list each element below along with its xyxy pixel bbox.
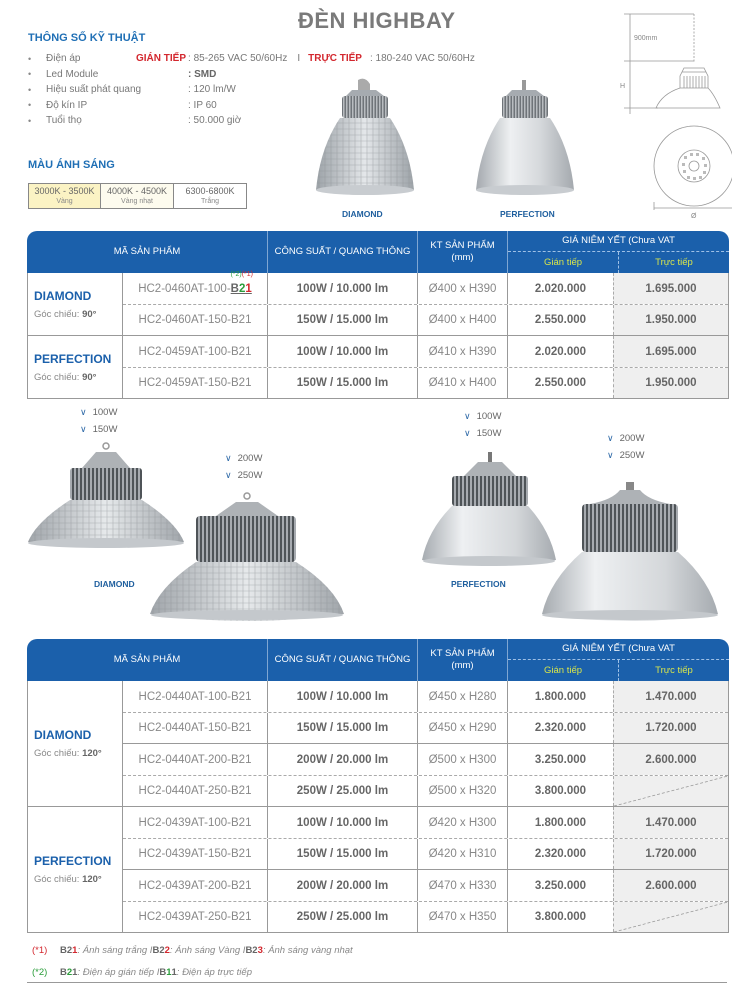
spec-efficacy bbox=[28, 82, 508, 98]
price-indirect: 3.250.000 bbox=[534, 879, 587, 892]
price-indirect: 1.800.000 bbox=[534, 816, 587, 829]
check-chevron-icon: ∨ bbox=[80, 424, 87, 434]
spec-ip bbox=[28, 98, 508, 114]
perfection-120-small-lamp-image bbox=[422, 450, 557, 575]
group-diamond bbox=[28, 273, 728, 335]
price-indirect: 2.320.000 bbox=[534, 848, 587, 860]
price-direct: 1.950.000 bbox=[613, 305, 728, 335]
product-code: HC2-0440AT-250-B21 bbox=[123, 776, 268, 806]
price-indirect: 2.020.000 bbox=[534, 282, 587, 295]
dimensions: Ø400 x H390 bbox=[418, 273, 508, 304]
table-row bbox=[123, 712, 728, 743]
code-b: B bbox=[159, 966, 167, 978]
product-code: HC2-0459AT-150-B21 bbox=[123, 368, 268, 398]
price-indirect: 2.020.000 bbox=[534, 345, 587, 358]
beam-angle bbox=[34, 874, 122, 885]
watt-option bbox=[80, 421, 117, 438]
table-header bbox=[27, 231, 729, 273]
price-indirect: 2.320.000 bbox=[534, 722, 587, 734]
footnote-2-marker: (*2) bbox=[230, 271, 242, 278]
specs-list bbox=[28, 51, 508, 129]
diagonal-strike-icon bbox=[614, 776, 728, 806]
price-direct-unavailable bbox=[613, 776, 728, 806]
group-label bbox=[28, 273, 123, 335]
code-digit: 1 bbox=[166, 966, 172, 978]
watt-option bbox=[464, 408, 501, 425]
table-header bbox=[27, 639, 729, 681]
watt-label: 250W bbox=[619, 450, 645, 461]
spec-value: : IP 60 bbox=[188, 99, 217, 111]
angle-label: Góc chiếu: bbox=[34, 371, 83, 383]
header-size-line1: KT SẢN PHẨM bbox=[430, 648, 495, 659]
group-label bbox=[28, 336, 123, 398]
angle-value: 90° bbox=[82, 308, 97, 320]
dimensions: Ø500 x H320 bbox=[418, 776, 508, 806]
watt-option bbox=[225, 467, 262, 484]
bullet-icon: • bbox=[28, 115, 32, 126]
footnote-markers bbox=[230, 271, 253, 278]
dimensions: Ø450 x H280 bbox=[418, 681, 508, 712]
table-row bbox=[123, 838, 728, 869]
check-chevron-icon: ∨ bbox=[607, 433, 614, 443]
mid-perfection-caption: PERFECTION bbox=[451, 579, 506, 589]
product-code bbox=[123, 273, 268, 304]
check-chevron-icon: ∨ bbox=[464, 428, 471, 438]
bullet-icon: • bbox=[28, 69, 32, 80]
table-row bbox=[123, 807, 728, 838]
price-direct: 1.470.000 bbox=[613, 807, 728, 838]
price-direct: 2.600.000 bbox=[613, 744, 728, 775]
code-tail: 1 bbox=[72, 966, 78, 978]
code-b: B bbox=[230, 282, 239, 295]
table-body bbox=[27, 273, 729, 399]
product-code: HC2-0439AT-100-B21 bbox=[123, 807, 268, 838]
power-lumen: 200W / 20.000 lm bbox=[268, 744, 418, 775]
product-code: HC2-0460AT-150-B21 bbox=[123, 305, 268, 335]
power-lumen: 250W / 25.000 lm bbox=[268, 776, 418, 806]
top-diamond-caption: DIAMOND bbox=[342, 209, 383, 219]
header-indirect: Gián tiếp bbox=[508, 252, 619, 273]
group-diamond bbox=[28, 681, 728, 806]
dimension-diagram bbox=[612, 10, 732, 220]
perfection-120-large-lamp-image bbox=[540, 480, 720, 628]
code-digit: 1 bbox=[72, 944, 78, 956]
price-direct-unavailable bbox=[613, 902, 728, 932]
note-text: : Ánh sáng trắng I bbox=[77, 944, 153, 956]
header-price bbox=[508, 639, 729, 681]
spec-value: : SMD bbox=[188, 68, 217, 80]
header-price-title: GIÁ NIÊM YẾT (Chưa VAT bbox=[508, 231, 729, 252]
height-label: H bbox=[620, 83, 626, 90]
watt-option bbox=[607, 447, 644, 464]
header-direct: Trực tiếp bbox=[655, 256, 693, 268]
note-text: : Ánh sáng Vàng I bbox=[169, 944, 246, 956]
product-code: HC2-0439AT-150-B21 bbox=[123, 839, 268, 869]
power-lumen: 200W / 20.000 lm bbox=[268, 870, 418, 901]
code-b2: B2 bbox=[60, 944, 73, 956]
perfection-small-watts bbox=[464, 408, 501, 442]
spec-value: : 50.000 giờ bbox=[188, 115, 242, 127]
price-indirect: 3.250.000 bbox=[534, 753, 587, 766]
dimensions: Ø470 x H330 bbox=[418, 870, 508, 901]
mid-diamond-caption: DIAMOND bbox=[94, 579, 135, 589]
color-range: 6300-6800K bbox=[185, 186, 235, 196]
spec-label: Hiệu suất phát quang bbox=[46, 84, 142, 96]
dimensions: Ø420 x H300 bbox=[418, 807, 508, 838]
price-direct: 1.720.000 bbox=[613, 713, 728, 743]
dimensions: Ø450 x H290 bbox=[418, 713, 508, 743]
table-row bbox=[123, 304, 728, 335]
watt-label: 200W bbox=[619, 433, 645, 444]
price-indirect: 2.550.000 bbox=[534, 377, 587, 389]
direct-tag: TRỰC TIẾP bbox=[308, 53, 362, 65]
power-lumen: 100W / 10.000 lm bbox=[268, 681, 418, 712]
power-lumen: 150W / 15.000 lm bbox=[268, 305, 418, 335]
watt-option bbox=[80, 404, 117, 421]
footnote-2 bbox=[32, 961, 353, 983]
top-perfection-caption: PERFECTION bbox=[500, 209, 555, 219]
spec-label: Độ kín IP bbox=[46, 99, 88, 111]
group-name: DIAMOND bbox=[34, 288, 92, 303]
header-price-title: GIÁ NIÊM YẾT (Chưa VAT bbox=[508, 639, 729, 660]
color-range: 3000K - 3500K bbox=[34, 186, 95, 196]
header-size bbox=[418, 639, 508, 681]
color-range: 4000K - 4500K bbox=[106, 186, 168, 196]
price-indirect: 3.800.000 bbox=[534, 911, 587, 923]
group-name: DIAMOND bbox=[34, 728, 92, 742]
power-lumen: 100W / 10.000 lm bbox=[268, 336, 418, 367]
note-text: : Điện áp trực tiếp bbox=[176, 966, 252, 978]
spec-led-module bbox=[28, 67, 508, 83]
separator: I bbox=[297, 53, 301, 65]
code-prefix: HC2-0460AT-100- bbox=[138, 282, 231, 295]
spec-label: Tuổi thọ bbox=[46, 115, 82, 127]
price-direct: 1.470.000 bbox=[613, 681, 728, 712]
footnote-1-marker: (*1) bbox=[241, 271, 253, 278]
table-row bbox=[123, 367, 728, 398]
code-digit: 3 bbox=[257, 944, 263, 956]
table-row bbox=[123, 273, 728, 304]
header-size-line1: KT SẢN PHẨM bbox=[430, 240, 495, 251]
color-name: Trắng bbox=[200, 198, 220, 205]
price-table-90deg bbox=[27, 231, 729, 399]
price-direct: 1.695.000 bbox=[613, 336, 728, 367]
price-direct: 1.695.000 bbox=[613, 273, 728, 304]
footnote-1 bbox=[32, 939, 353, 961]
watt-option bbox=[225, 450, 262, 467]
note-text: : Điện áp gián tiếp I bbox=[77, 966, 160, 978]
header-direct: Trực tiếp bbox=[655, 664, 693, 676]
price-indirect: 1.800.000 bbox=[534, 690, 587, 703]
footnotes bbox=[32, 939, 353, 983]
watt-label: 100W bbox=[476, 411, 502, 422]
price-indirect: 3.800.000 bbox=[534, 785, 587, 797]
page-title: ĐÈN HIGHBAY bbox=[298, 8, 456, 33]
table-body bbox=[27, 681, 729, 933]
beam-angle bbox=[34, 309, 122, 320]
angle-value: 120° bbox=[82, 874, 102, 885]
group-label bbox=[28, 681, 123, 806]
code-tail: 1 bbox=[171, 966, 177, 978]
watt-label: 150W bbox=[92, 424, 118, 435]
diagonal-strike-icon bbox=[614, 902, 728, 932]
dimensions: Ø470 x H350 bbox=[418, 902, 508, 932]
price-direct: 1.720.000 bbox=[613, 839, 728, 869]
spec-label: Điện áp bbox=[46, 53, 81, 65]
watt-label: 100W bbox=[92, 407, 118, 418]
direct-voltage: : 180-240 VAC 50/60Hz bbox=[369, 53, 475, 65]
diamond-large-watts bbox=[225, 450, 262, 484]
power-lumen: 250W / 25.000 lm bbox=[268, 902, 418, 932]
note-text: : Ánh sáng vàng nhạt bbox=[262, 944, 353, 956]
header-product-code: MÃ SẢN PHẨM bbox=[27, 639, 268, 681]
code-digit: 2 bbox=[66, 966, 73, 978]
chain-length-label: 900mm bbox=[634, 35, 658, 42]
product-code: HC2-0459AT-100-B21 bbox=[123, 336, 268, 367]
group-perfection bbox=[28, 806, 728, 932]
price-indirect: 2.550.000 bbox=[534, 314, 587, 326]
group-perfection bbox=[28, 335, 728, 398]
dimensions: Ø500 x H300 bbox=[418, 744, 508, 775]
dimensions: Ø420 x H310 bbox=[418, 839, 508, 869]
diameter-label: Ø bbox=[691, 213, 697, 220]
product-code: HC2-0440AT-150-B21 bbox=[123, 713, 268, 743]
header-size bbox=[418, 231, 508, 273]
table-row bbox=[123, 744, 728, 775]
diamond-small-watts bbox=[80, 404, 117, 438]
header-indirect: Gián tiếp bbox=[508, 660, 619, 681]
angle-label: Góc chiếu: bbox=[34, 748, 83, 759]
check-chevron-icon: ∨ bbox=[225, 453, 232, 463]
specs-heading: THÔNG SỐ KỸ THUẬT bbox=[28, 32, 146, 44]
table-row bbox=[123, 681, 728, 712]
indirect-voltage: : 85-265 VAC 50/60Hz bbox=[188, 53, 288, 65]
product-code: HC2-0439AT-250-B21 bbox=[123, 902, 268, 932]
light-color-table bbox=[28, 183, 247, 209]
spec-label: Led Module bbox=[46, 68, 99, 80]
price-direct: 1.950.000 bbox=[613, 368, 728, 398]
bullet-icon: • bbox=[28, 84, 32, 95]
watt-option bbox=[607, 430, 644, 447]
product-code: HC2-0440AT-200-B21 bbox=[123, 744, 268, 775]
header-size-line2: (mm) bbox=[451, 252, 474, 263]
header-product-code: MÃ SẢN PHẨM bbox=[27, 231, 268, 273]
price-table-120deg bbox=[27, 639, 729, 933]
beam-angle bbox=[34, 372, 122, 383]
watt-option bbox=[464, 425, 501, 442]
angle-label: Góc chiếu: bbox=[34, 874, 83, 885]
table-row bbox=[123, 336, 728, 367]
dimensions: Ø400 x H400 bbox=[418, 305, 508, 335]
code-b: B bbox=[60, 966, 67, 978]
power-lumen: 150W / 15.000 lm bbox=[268, 713, 418, 743]
perfection-90-lamp-image bbox=[470, 78, 580, 203]
price-direct: 2.600.000 bbox=[613, 870, 728, 901]
code-b2: B2 bbox=[152, 944, 165, 956]
angle-label: Góc chiếu: bbox=[34, 308, 83, 320]
diamond-120-large-lamp-image bbox=[150, 492, 345, 627]
spec-voltage bbox=[28, 51, 508, 67]
header-power: CÔNG SUẤT / QUANG THÔNG bbox=[268, 231, 418, 273]
check-chevron-icon: ∨ bbox=[464, 411, 471, 421]
group-name: PERFECTION bbox=[34, 854, 112, 868]
check-chevron-icon: ∨ bbox=[607, 450, 614, 460]
spec-lifetime bbox=[28, 113, 508, 129]
diamond-90-lamp-image bbox=[310, 78, 420, 203]
color-option-white bbox=[174, 184, 246, 208]
header-price bbox=[508, 231, 729, 273]
code-b2: B2 bbox=[245, 944, 258, 956]
watt-label: 150W bbox=[476, 428, 502, 439]
footnote-1-marker: (*1) bbox=[32, 944, 48, 956]
table-row bbox=[123, 870, 728, 901]
header-size-line2: (mm) bbox=[451, 660, 474, 671]
group-label bbox=[28, 807, 123, 932]
color-name: Vàng bbox=[56, 198, 73, 205]
power-lumen: 150W / 15.000 lm bbox=[268, 368, 418, 398]
product-code: HC2-0439AT-200-B21 bbox=[123, 870, 268, 901]
power-lumen: 100W / 10.000 lm bbox=[268, 807, 418, 838]
perfection-large-watts bbox=[607, 430, 644, 464]
code-digit-1: 1 bbox=[245, 282, 252, 295]
beam-angle bbox=[34, 748, 122, 759]
bottom-divider bbox=[27, 982, 727, 983]
dimensions: Ø410 x H390 bbox=[418, 336, 508, 367]
light-color-heading: MÀU ÁNH SÁNG bbox=[28, 159, 115, 171]
bullet-icon: • bbox=[28, 100, 32, 111]
check-chevron-icon: ∨ bbox=[80, 407, 87, 417]
table-row bbox=[123, 901, 728, 932]
code-digit: 2 bbox=[164, 944, 170, 956]
product-code: HC2-0440AT-100-B21 bbox=[123, 681, 268, 712]
color-name: Vàng nhạt bbox=[121, 198, 153, 205]
angle-value: 90° bbox=[82, 371, 97, 383]
angle-value: 120° bbox=[82, 748, 102, 759]
indirect-tag: GIÁN TIẾP bbox=[136, 53, 187, 65]
table-row bbox=[123, 775, 728, 806]
code-digit-2: 2 bbox=[238, 282, 246, 295]
check-chevron-icon: ∨ bbox=[225, 470, 232, 480]
watt-label: 200W bbox=[237, 453, 263, 464]
color-option-warm bbox=[29, 184, 101, 208]
power-lumen: 100W / 10.000 lm bbox=[268, 273, 418, 304]
color-option-neutral bbox=[101, 184, 174, 208]
dimensions: Ø410 x H400 bbox=[418, 368, 508, 398]
power-lumen: 150W / 15.000 lm bbox=[268, 839, 418, 869]
footnote-2-marker: (*2) bbox=[32, 966, 48, 978]
code-suffix bbox=[231, 283, 252, 295]
spec-value: : 120 lm/W bbox=[188, 84, 236, 96]
header-power: CÔNG SUẤT / QUANG THÔNG bbox=[268, 639, 418, 681]
group-name: PERFECTION bbox=[34, 351, 112, 366]
bullet-icon: • bbox=[28, 53, 32, 64]
watt-label: 250W bbox=[237, 470, 263, 481]
